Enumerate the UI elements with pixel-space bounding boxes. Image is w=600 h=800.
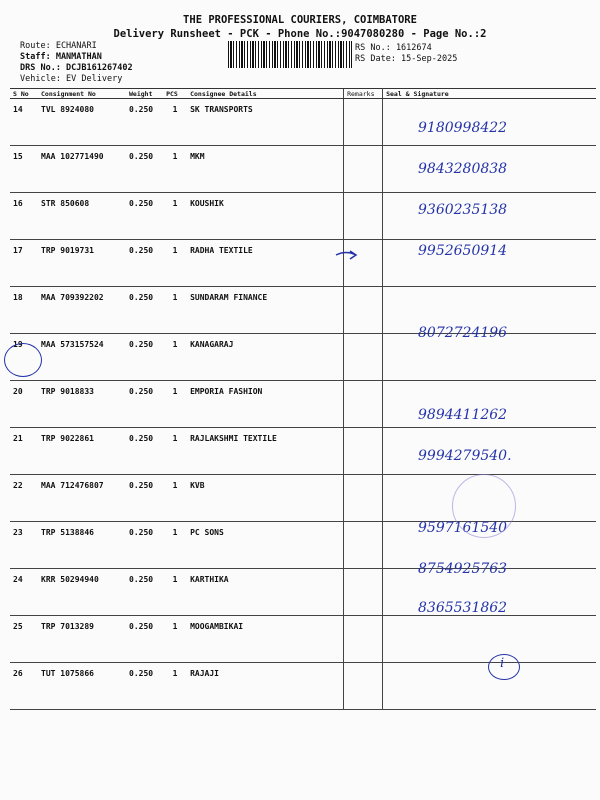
cell-remarks — [344, 616, 383, 663]
staff-label: Staff: MANMATHAN — [20, 52, 102, 62]
cell-weight: 0.250 — [126, 663, 163, 710]
handwritten-phone: 9994279540. — [418, 448, 512, 464]
cell-weight: 0.250 — [126, 193, 163, 240]
cell-remarks — [344, 240, 383, 287]
cell-sno: 20 — [10, 381, 38, 428]
cell-remarks — [344, 334, 383, 381]
cell-sno: 16 — [10, 193, 38, 240]
col-pcs: PCS — [163, 89, 187, 99]
handwritten-phone: 9180998422 — [418, 120, 508, 136]
cell-pcs: 1 — [163, 146, 187, 193]
handwritten-phone: 9597161540 — [418, 520, 508, 536]
cell-sno: 23 — [10, 522, 38, 569]
cell-consignment: TRP 9022861 — [38, 428, 126, 475]
col-weight: Weight — [126, 89, 163, 99]
cell-pcs: 1 — [163, 334, 187, 381]
cell-sno: 14 — [10, 99, 38, 146]
table-row — [10, 193, 596, 240]
runsheet-info-right — [355, 43, 457, 65]
cell-remarks — [344, 522, 383, 569]
table-row — [10, 287, 596, 334]
table-row — [10, 334, 596, 381]
cell-pcs: 1 — [163, 616, 187, 663]
cell-sno: 17 — [10, 240, 38, 287]
cell-weight: 0.250 — [126, 334, 163, 381]
cell-consignment: MAA 712476807 — [38, 475, 126, 522]
handwritten-phone: 8365531862 — [418, 600, 508, 616]
cell-consignment: TRP 7013289 — [38, 616, 126, 663]
cell-pcs: 1 — [163, 428, 187, 475]
cell-remarks — [344, 99, 383, 146]
cell-remarks — [344, 193, 383, 240]
cell-weight: 0.250 — [126, 475, 163, 522]
cell-consignee: SK TRANSPORTS — [187, 99, 344, 146]
cell-consignment: MAA 573157524 — [38, 334, 126, 381]
drs-label: DRS No.: DCJB161267402 — [20, 63, 133, 73]
table-row — [10, 99, 596, 146]
cell-consignment: TRP 5138846 — [38, 522, 126, 569]
rs-date: RS Date: 15-Sep-2025 — [355, 54, 458, 64]
cell-consignment: STR 850608 — [38, 193, 126, 240]
col-remarks: Remarks — [344, 89, 383, 99]
cell-consignment: KRR 50294940 — [38, 569, 126, 616]
company-title: THE PROFESSIONAL COURIERS, COIMBATORE — [183, 14, 417, 26]
handwritten-phone: 9952650914 — [418, 243, 508, 259]
row-20-circle-mark — [4, 343, 42, 377]
cell-consignment: TRP 9019731 — [38, 240, 126, 287]
cell-consignee: KARTHIKA — [187, 569, 344, 616]
arrow-mark-icon — [334, 248, 364, 262]
cell-pcs: 1 — [163, 381, 187, 428]
cell-weight: 0.250 — [126, 428, 163, 475]
table-row — [10, 240, 596, 287]
route-label: Route: ECHANARI — [20, 41, 97, 51]
table-row — [10, 569, 596, 616]
cell-consignment: MAA 709392202 — [38, 287, 126, 334]
cell-sno: 22 — [10, 475, 38, 522]
cell-sno: 26 — [10, 663, 38, 710]
table-row — [10, 522, 596, 569]
runsheet-info-left — [20, 41, 133, 85]
cell-weight: 0.250 — [126, 381, 163, 428]
cell-consignee: KANAGARAJ — [187, 334, 344, 381]
col-sno: S No — [10, 89, 38, 99]
cell-consignee: MKM — [187, 146, 344, 193]
cell-remarks — [344, 381, 383, 428]
col-consignment: Consignment No — [38, 89, 126, 99]
cell-sno: 15 — [10, 146, 38, 193]
cell-sno: 25 — [10, 616, 38, 663]
col-consignee: Consignee Details — [187, 89, 344, 99]
cell-consignee: KOUSHIK — [187, 193, 344, 240]
cell-weight: 0.250 — [126, 146, 163, 193]
cell-pcs: 1 — [163, 475, 187, 522]
cell-sno: 19 — [10, 334, 38, 381]
delivery-table — [10, 88, 596, 710]
handwritten-phone: 9360235138 — [418, 202, 508, 218]
cell-sno: 21 — [10, 428, 38, 475]
handwritten-phone: 9894411262 — [418, 407, 508, 423]
cell-pcs: 1 — [163, 193, 187, 240]
cell-consignee: KVB — [187, 475, 344, 522]
cell-remarks — [344, 475, 383, 522]
handwritten-phone: 8072724196 — [418, 325, 508, 341]
cell-pcs: 1 — [163, 569, 187, 616]
cell-seal — [383, 616, 596, 663]
cell-consignee: EMPORIA FASHION — [187, 381, 344, 428]
cell-consignment: TUT 1075866 — [38, 663, 126, 710]
rs-number: RS No.: 1612674 — [355, 43, 432, 53]
seal-stamp — [452, 474, 516, 538]
cell-consignee: MOOGAMBIKAI — [187, 616, 344, 663]
handwritten-phone: 8754925763 — [418, 561, 508, 577]
table-row — [10, 381, 596, 428]
cell-consignee: SUNDARAM FINANCE — [187, 287, 344, 334]
table-row — [10, 146, 596, 193]
cell-weight: 0.250 — [126, 616, 163, 663]
cell-consignment: TVL 8924080 — [38, 99, 126, 146]
table-header — [10, 89, 596, 99]
cell-consignee: RAJAJI — [187, 663, 344, 710]
cell-consignee: RADHA TEXTILE — [187, 240, 344, 287]
barcode — [228, 41, 352, 68]
cell-pcs: 1 — [163, 240, 187, 287]
cell-weight: 0.250 — [126, 287, 163, 334]
cell-weight: 0.250 — [126, 569, 163, 616]
cell-weight: 0.250 — [126, 99, 163, 146]
cell-remarks — [344, 428, 383, 475]
cell-pcs: 1 — [163, 287, 187, 334]
cell-sno: 24 — [10, 569, 38, 616]
cell-pcs: 1 — [163, 99, 187, 146]
cell-consignee: PC SONS — [187, 522, 344, 569]
cell-remarks — [344, 287, 383, 334]
cell-consignment: MAA 102771490 — [38, 146, 126, 193]
cell-weight: 0.250 — [126, 240, 163, 287]
cell-sno: 18 — [10, 287, 38, 334]
page-mark: i — [500, 656, 505, 671]
cell-remarks — [344, 663, 383, 710]
runsheet-title: Delivery Runsheet - PCK - Phone No.:9047080280 - Page No.:2 — [113, 28, 487, 40]
cell-weight: 0.250 — [126, 522, 163, 569]
cell-pcs: 1 — [163, 522, 187, 569]
vehicle-label: Vehicle: EV Delivery — [20, 74, 123, 84]
handwritten-phone: 9843280838 — [418, 161, 508, 177]
cell-consignee: RAJLAKSHMI TEXTILE — [187, 428, 344, 475]
cell-pcs: 1 — [163, 663, 187, 710]
col-seal: Seal & Signature — [383, 89, 596, 99]
cell-remarks — [344, 146, 383, 193]
cell-remarks — [344, 569, 383, 616]
cell-consignment: TRP 9018833 — [38, 381, 126, 428]
